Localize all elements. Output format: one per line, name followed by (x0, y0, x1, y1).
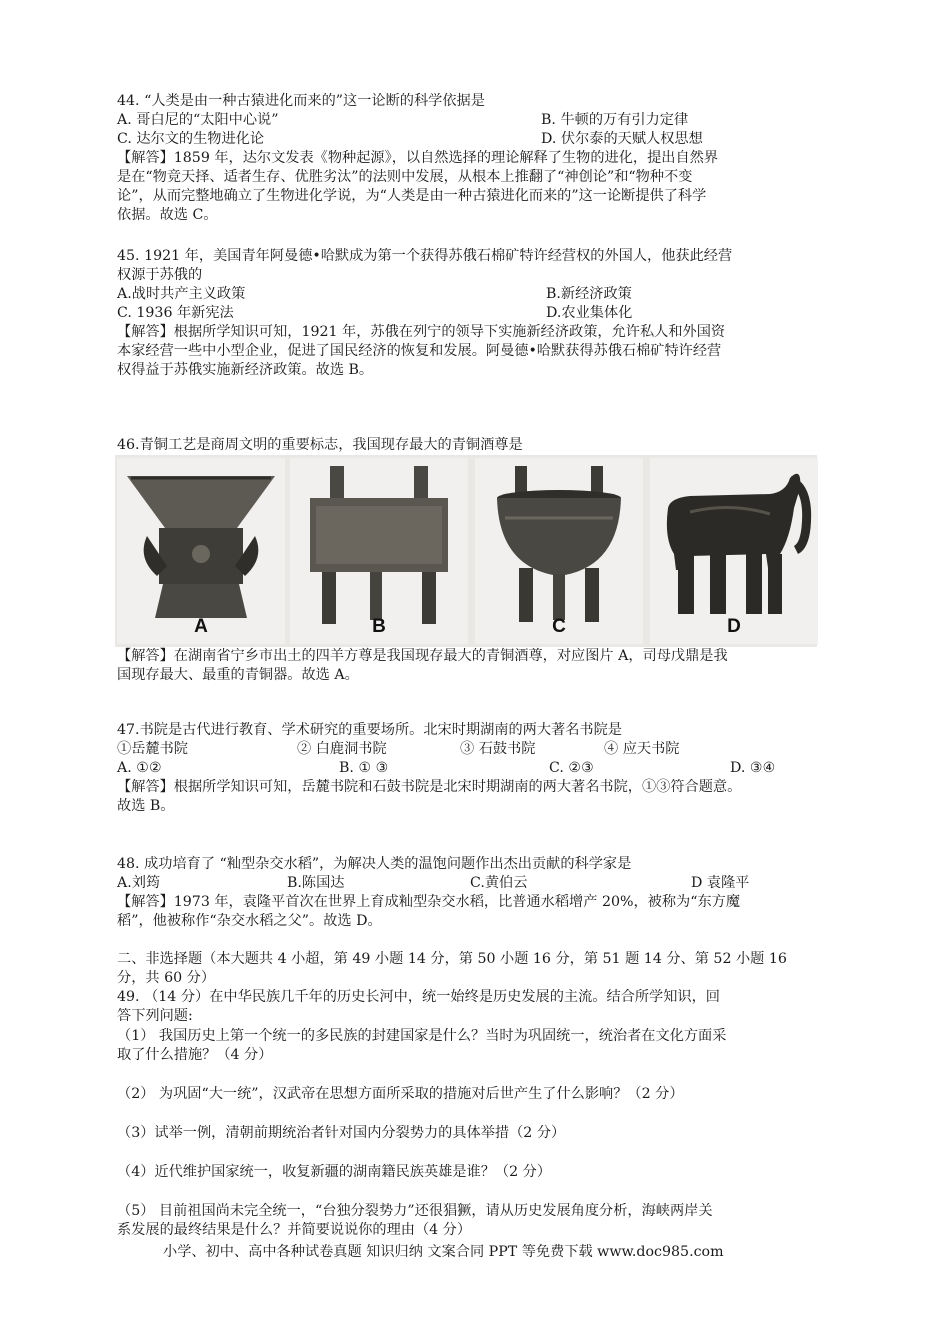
q45-stem: 权源于苏俄的 (117, 267, 203, 283)
q47-option-a: A. ①② (117, 760, 162, 776)
q44-stem: 44. “人类是由一种古猿进化而来的”这一论断的科学依据是 (117, 93, 485, 109)
image-label-d: D (727, 616, 741, 637)
section-heading: 二、非选择题（本大题共 4 小超，第 49 小题 14 分，第 50 小题 16 分，第 51 题 14 分、第 52 小题 16 (117, 951, 787, 967)
q45-answer-line: 本家经营一些中小型企业，促进了国民经济的恢复和发展。阿曼德•哈默获得苏俄石棉矿特许经营 (117, 343, 722, 359)
q44-option-d: D. 伏尔泰的天赋人权思想 (541, 131, 703, 147)
q44-answer-line: 论”，从而完整地确立了生物进化学说，为“人类是由一种古猿进化而来的”这一论断提供了科学 (117, 188, 707, 204)
q48-option-b: B.陈国达 (287, 875, 345, 891)
image-label-b: B (372, 616, 386, 637)
q44-option-b: B. 牛顿的万有引力定律 (541, 112, 689, 128)
q45-answer-line: 权得益于苏俄实施新经济政策。故选 B。 (117, 362, 374, 378)
bronze-image-b (290, 458, 468, 644)
q49-sub-2: （2） 为巩固“大一统”，汉武帝在思想方面所采取的措施对后世产生了什么影响？（2 分） (117, 1086, 684, 1102)
image-label-c: C (552, 616, 566, 637)
q47-choice-3: ③ 石鼓书院 (460, 741, 536, 757)
q44-answer-line: 【解答】1859 年，达尔文发表《物种起源》，以自然选择的理论解释了生物的进化，提出自然界 (117, 150, 719, 166)
q45-option-b: B.新经济政策 (546, 286, 632, 302)
q46-answer-line: 国现存最大、最重的青铜器。故选 A。 (117, 667, 359, 683)
q46-answer-line: 【解答】在湖南省宁乡市出土的四羊方尊是我国现存最大的青铜酒尊，对应图片 A，司母戊鼎是我 (117, 648, 728, 664)
q49-stem: 49. （14 分）在中华民族几千年的历史长河中，统一始终是历史发展的主流。结合所学知识，回 (117, 989, 720, 1005)
q47-choice-4: ④ 应天书院 (604, 741, 680, 757)
q49-sub-3: （3）试举一例，清朝前期统治者针对国内分裂势力的具体举措（2 分） (117, 1125, 566, 1141)
bronze-image-c (475, 458, 643, 644)
q45-option-a: A.战时共产主义政策 (117, 286, 246, 302)
q48-answer-line: 稻”，他被称作“杂交水稻之父”。故选 D。 (117, 913, 382, 929)
q48-option-a: A.刘筠 (117, 875, 161, 891)
bronze-image-d (650, 458, 818, 644)
q44-answer-line: 是在“物竞天择、适者生存、优胜劣汰”的法则中发展，从根本上推翻了“神创论”和“物种不变 (117, 169, 693, 185)
q48-answer-line: 【解答】1973 年，袁隆平首次在世界上育成籼型杂交水稻，比普通水稻增产 20%，被称为“东方魔 (117, 894, 741, 910)
q49-sub-1: （1） 我国历史上第一个统一的多民族的封建国家是什么？当时为巩固统一，统治者在文化方面采 (117, 1028, 727, 1044)
q47-choice-2: ② 白鹿洞书院 (297, 741, 387, 757)
q47-option-c: C. ②③ (549, 760, 594, 776)
q49-sub-5: （5） 目前祖国尚未完全统一，“台独分裂势力”还很猖獗，请从历史发展角度分析，海峡两岸关 (117, 1203, 713, 1219)
q49-sub-5: 系发展的最终结果是什么？并简要说说你的理由（4 分） (117, 1222, 472, 1238)
q45-option-d: D.农业集体化 (546, 305, 633, 321)
section-heading: 分，共 60 分） (117, 970, 216, 986)
image-label-a: A (194, 616, 208, 637)
q46-stem: 46.青铜工艺是商周文明的重要标志，我国现存最大的青铜酒尊是 (117, 437, 523, 453)
q47-choice-1: ①岳麓书院 (117, 741, 188, 757)
q47-stem: 47.书院是古代进行教育、学术研究的重要场所。北宋时期湖南的两大著名书院是 (117, 722, 622, 738)
q49-stem: 答下列问题: (117, 1008, 193, 1024)
q47-answer-line: 【解答】根据所学知识可知，岳麓书院和石鼓书院是北宋时期湖南的两大著名书院，①③符合题意。 (117, 779, 742, 795)
q45-option-c: C. 1936 年新宪法 (117, 305, 234, 321)
q49-sub-1: 取了什么措施？（4 分） (117, 1047, 273, 1063)
q45-answer-line: 【解答】根据所学知识可知，1921 年，苏俄在列宁的领导下实施新经济政策，允许私人和外国资 (117, 324, 726, 340)
page-footer: 小学、初中、高中各种试卷真题 知识归纳 文案合同 PPT 等免费下载 www.doc985.com (163, 1244, 724, 1260)
q44-answer-line: 依据。故选 C。 (117, 207, 218, 223)
q44-option-c: C. 达尔文的生物进化论 (117, 131, 265, 147)
q47-option-b: B. ① ③ (339, 760, 389, 776)
q47-option-d: D. ③④ (730, 760, 776, 776)
bronze-image-a (117, 458, 285, 644)
q48-option-d: D 袁隆平 (691, 875, 750, 891)
q47-answer-line: 故选 B。 (117, 798, 175, 814)
q45-stem: 45. 1921 年，美国青年阿曼德•哈默成为第一个获得苏俄石棉矿特许经营权的外国人，他获此经营 (117, 248, 733, 264)
q49-sub-4: （4）近代维护国家统一，收复新疆的湖南籍民族英雄是谁？（2 分） (117, 1164, 552, 1180)
q44-option-a: A. 哥白尼的“太阳中心说” (117, 112, 279, 128)
q48-stem: 48. 成功培育了 “籼型杂交水稻”，为解决人类的温饱问题作出杰出贡献的科学家是 (117, 856, 632, 872)
q48-option-c: C.黄伯云 (470, 875, 528, 891)
